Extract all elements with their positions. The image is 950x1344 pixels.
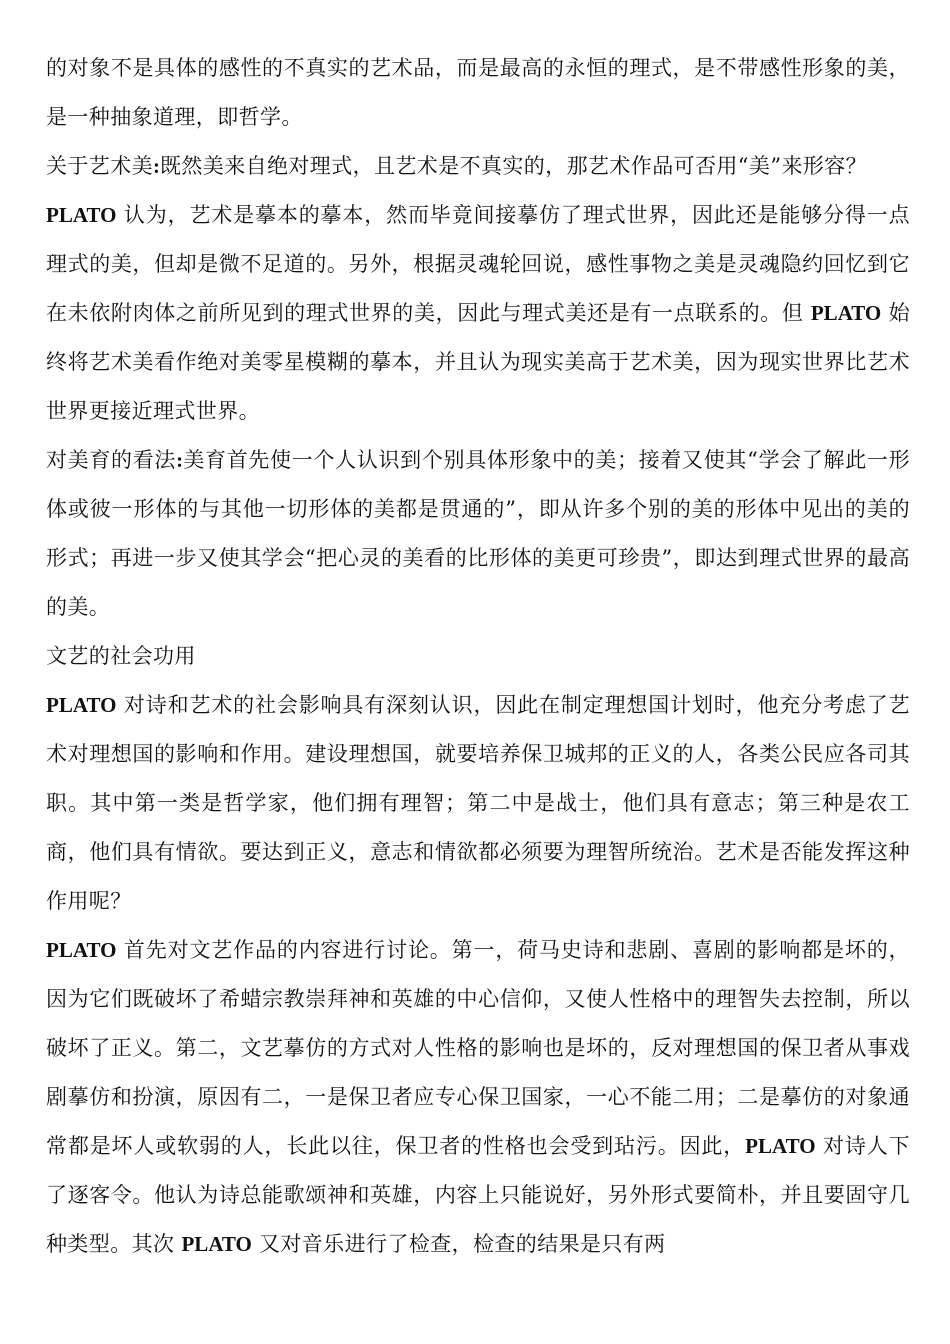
plato-name: PLATO	[46, 938, 117, 962]
text-segment: 的对象不是具体的感性的不真实的艺术品，而是最高的永恒的理式，是不带感性形象的美，是一种抽象道理，即哲学。	[46, 56, 910, 129]
text-segment: 始终将艺术美看作绝对美零星模糊的摹本，并且认为现实美高于艺术美，因为现实世界比艺术世界更接近理式世界。	[46, 301, 910, 423]
text-segment: 文艺的社会功用	[46, 644, 196, 668]
text-segment: 又对音乐进行了检查，检查的结果是只有两	[251, 1232, 666, 1256]
paragraph-1	[46, 44, 910, 142]
plato-name: PLATO	[46, 203, 117, 227]
paragraph-7-content-discussion	[46, 926, 910, 1269]
text-segment: 美育首先使一个人认识到个别具体形象中的美；接着又使其“学会了解此一形体或彼一形体的与其他一切形体的美都是贯通的”，即从许多个别的美的形体中见出的美的形式；再进一步又使其学会“把心灵的美看的比形体的美更可珍贵”，即达到理式世界的最高的美。	[46, 448, 910, 619]
plato-name: PLATO	[181, 1232, 252, 1256]
text-segment: 对诗人下了逐客令。他认为诗总能歌颂神和英雄，内容上只能说好，另外形式要简朴，并且要固守几种类型。其次	[46, 1134, 910, 1256]
section-heading-social-function	[46, 632, 910, 681]
plato-name: PLATO	[745, 1134, 816, 1158]
text-segment: 首先对文艺作品的内容进行讨论。第一，荷马史诗和悲剧、喜剧的影响都是坏的，因为它们既破坏了希蜡宗教崇拜神和英雄的中心信仰，又使人性格中的理智失去控制，所以破坏了正义。第二，文艺摹仿的方式对人性格的影响也是坏的，反对理想国的保卫者从事戏剧摹仿和扮演，原因有二，一是保卫者应专心保卫国家，一心不能二用；二是摹仿的对象通常都是坏人或软弱的人，长此以往，保卫者的性格也会受到玷污。因此，	[46, 938, 910, 1158]
text-segment: 对诗和艺术的社会影响具有深刻认识，因此在制定理想国计划时，他充分考虑了艺术对理想国的影响和作用。建设理想国，就要培养保卫城邦的正义的人，各类公民应各司其职。其中第一类是哲学家，他们拥有理智；第二中是战士，他们具有意志；第三种是农工商，他们具有情欲。要达到正义，意志和情欲都必须要为理智所统治。艺术是否能发挥这种作用呢？	[46, 693, 910, 913]
plato-name: PLATO	[46, 693, 117, 717]
text-segment: 对美育的看法	[46, 448, 177, 472]
paragraph-6-ideal-state	[46, 681, 910, 926]
paragraph-3-plato-view	[46, 191, 910, 436]
text-segment: 既然美来自绝对理式，且艺术是不真实的，那艺术作品可否用“美”来形容？	[160, 154, 868, 178]
plato-name: PLATO	[810, 301, 882, 325]
bold-colon: :	[153, 154, 160, 178]
text-segment: 关于艺术美	[46, 154, 153, 178]
text-segment: 认为，艺术是摹本的摹本，然而毕竟间接摹仿了理式世界，因此还是能够分得一点理式的美，但却是微不足道的。另外，根据灵魂轮回说，感性事物之美是灵魂隐约回忆到它在未依附肉体之前所见到的理式世界的美，因此与理式美还是有一点联系的。但	[46, 203, 910, 325]
paragraph-4-aesthetic-education	[46, 436, 910, 632]
bold-colon: :	[176, 448, 184, 472]
paragraph-2-art-beauty	[46, 142, 910, 191]
